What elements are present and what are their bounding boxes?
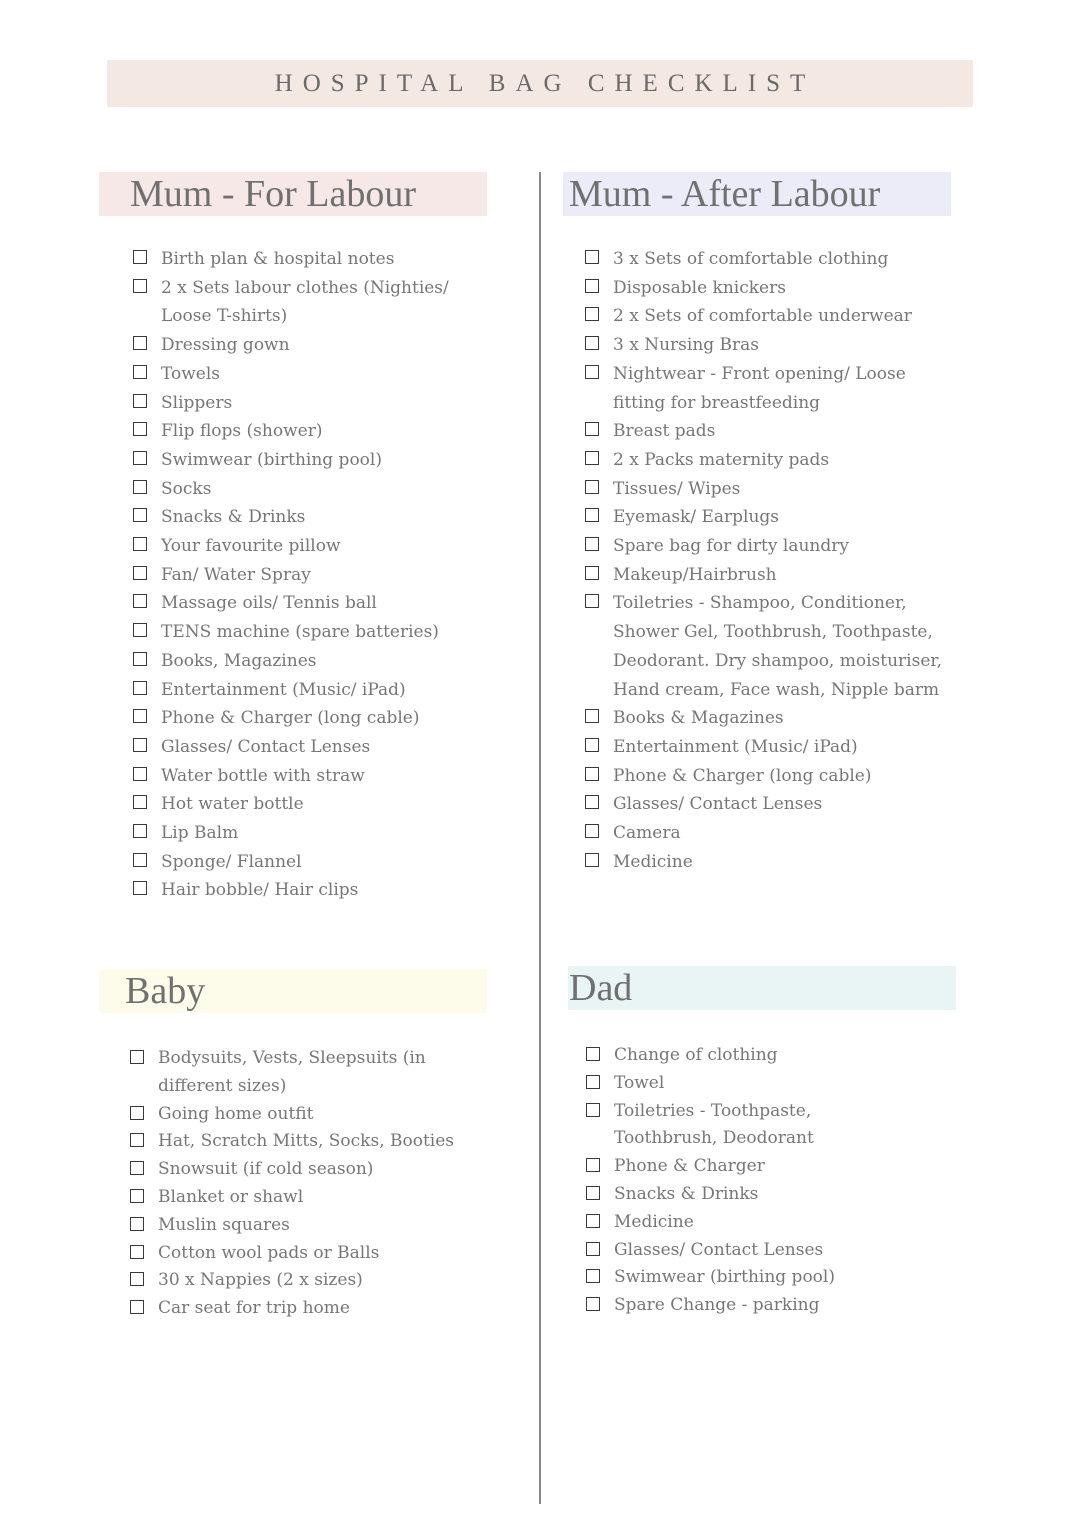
checklist-item[interactable] (585, 1237, 915, 1265)
checklist-item-label: 3 x Nursing Bras (613, 335, 760, 356)
checklist-item[interactable] (584, 331, 956, 360)
checkbox[interactable] (585, 709, 599, 723)
checkbox[interactable] (130, 1161, 144, 1175)
checklist-item[interactable] (129, 1101, 479, 1129)
page-title: HOSPITAL BAG CHECKLIST (274, 69, 816, 97)
checkbox[interactable] (585, 795, 599, 809)
checklist-mum-for-labour (132, 245, 472, 905)
checkbox[interactable] (133, 537, 147, 551)
section-header-mum-for-labour (99, 172, 487, 216)
checklist-item-label: Socks (161, 478, 212, 499)
checklist-item-label: Birth plan & hospital notes (161, 249, 395, 269)
checkbox[interactable] (130, 1050, 144, 1064)
section-title-mum-for-labour: Mum - For Labour (130, 173, 417, 215)
checklist-item-label: Snacks & Drinks (614, 1183, 759, 1204)
checklist-item-label: Toiletries - Toothpaste, Toothbrush, Deodorant (614, 1100, 814, 1149)
checklist-item-label: Slippers (161, 392, 233, 413)
checklist-item[interactable] (585, 1098, 915, 1154)
checklist-item-label: Phone & Charger (614, 1156, 765, 1177)
checkbox[interactable] (585, 537, 599, 551)
checklist-item-label: Going home outfit (158, 1103, 314, 1124)
checklist-item[interactable] (129, 1045, 479, 1101)
checkbox[interactable] (585, 824, 599, 838)
checklist-item[interactable] (584, 417, 956, 446)
checklist-item[interactable] (129, 1240, 479, 1268)
checklist-item[interactable] (129, 1184, 479, 1212)
checklist-item[interactable] (132, 245, 472, 274)
checkbox[interactable] (133, 881, 147, 895)
checklist-item[interactable] (584, 274, 956, 303)
checklist-item-label: Phone & Charger (long cable) (613, 765, 872, 786)
checkbox[interactable] (133, 451, 147, 465)
checkbox[interactable] (586, 1186, 600, 1200)
checklist-item-label: Muslin squares (158, 1214, 290, 1235)
checklist-item[interactable] (585, 1292, 915, 1320)
checkbox[interactable] (133, 623, 147, 637)
checklist-item[interactable] (585, 1153, 915, 1181)
checkbox[interactable] (585, 336, 599, 350)
checklist-item[interactable] (132, 503, 472, 532)
checklist-item[interactable] (585, 1264, 915, 1292)
checkbox[interactable] (133, 250, 147, 264)
checklist-item[interactable] (132, 532, 472, 561)
section-header-mum-after-labour (563, 172, 951, 216)
checkbox[interactable] (133, 508, 147, 522)
checklist-item-label: Breast pads (613, 421, 716, 442)
checkbox[interactable] (586, 1075, 600, 1089)
checklist-item-label: Snacks & Drinks (161, 507, 306, 528)
checklist-item[interactable] (132, 848, 472, 877)
checklist-item-label: Toiletries - Shampoo, Conditioner, Shower Gel, Toothbrush, Toothpaste, Deodorant. Dry shampoo, moisturiser, Hand cream, Face wash, Nipple barm (613, 593, 943, 700)
checkbox[interactable] (586, 1047, 600, 1061)
checklist-item-label: Nightwear - Front opening/ Loose fitting for breastfeeding (613, 363, 906, 413)
checklist-item[interactable] (132, 446, 472, 475)
checklist-item-label: Glasses/ Contact Lenses (613, 794, 823, 815)
checklist-item[interactable] (584, 446, 956, 475)
checklist-item[interactable] (584, 561, 956, 590)
checklist-item-label: Change of clothing (614, 1045, 778, 1065)
section-title-baby: Baby (125, 970, 206, 1012)
checkbox[interactable] (130, 1272, 144, 1286)
checklist-item-label: Snowsuit (if cold season) (158, 1159, 374, 1180)
checkbox[interactable] (130, 1133, 144, 1147)
checkbox[interactable] (130, 1300, 144, 1314)
checklist-item-label: Books & Magazines (613, 708, 784, 729)
checklist-item-label: Spare bag for dirty laundry (613, 536, 849, 557)
checkbox[interactable] (133, 594, 147, 608)
checklist-item-label: Hot water bottle (161, 794, 304, 815)
checkbox[interactable] (133, 652, 147, 666)
checklist-item[interactable] (132, 475, 472, 504)
checklist-item[interactable] (132, 417, 472, 446)
checkbox[interactable] (133, 336, 147, 350)
checklist-item-label: Makeup/Hairbrush (613, 564, 777, 585)
checklist-item-label: Phone & Charger (long cable) (161, 708, 420, 729)
checkbox[interactable] (133, 480, 147, 494)
checklist-item[interactable] (585, 1042, 915, 1070)
checklist-item[interactable] (584, 790, 956, 819)
checklist-baby (129, 1045, 479, 1323)
checklist-item-label: Cotton wool pads or Balls (158, 1242, 380, 1263)
checkbox[interactable] (133, 795, 147, 809)
checklist-item-label: Medicine (614, 1211, 694, 1232)
checklist-item-label: Blanket or shawl (158, 1186, 304, 1207)
checkbox[interactable] (585, 738, 599, 752)
checklist-item[interactable] (132, 876, 472, 905)
checkbox[interactable] (133, 824, 147, 838)
checklist-item[interactable] (584, 589, 956, 704)
checklist-item[interactable] (129, 1295, 479, 1323)
section-title-dad: Dad (569, 967, 633, 1009)
checklist-item[interactable] (132, 704, 472, 733)
checklist-item-label: Books, Magazines (161, 650, 317, 671)
checklist-item[interactable] (132, 819, 472, 848)
checkbox[interactable] (586, 1297, 600, 1311)
checklist-mum-after-labour (584, 245, 956, 876)
checkbox[interactable] (585, 307, 599, 321)
checklist-item-label: Your favourite pillow (161, 536, 341, 557)
checklist-item[interactable] (129, 1212, 479, 1240)
checklist-item-label: TENS machine (spare batteries) (161, 622, 439, 643)
checklist-item[interactable] (584, 360, 956, 417)
checklist-item[interactable] (132, 274, 472, 331)
checklist-item[interactable] (584, 733, 956, 762)
checklist-item-label: Glasses/ Contact Lenses (614, 1239, 824, 1260)
checklist-item-label: Tissues/ Wipes (613, 478, 741, 499)
checklist-item-label: Massage oils/ Tennis ball (161, 593, 377, 614)
checkbox[interactable] (585, 365, 599, 379)
checkbox[interactable] (133, 709, 147, 723)
checkbox[interactable] (585, 279, 599, 293)
checklist-item[interactable] (584, 503, 956, 532)
checkbox[interactable] (585, 767, 599, 781)
checklist-item[interactable] (584, 704, 956, 733)
checklist-item-label: Entertainment (Music/ iPad) (613, 736, 858, 757)
checklist-item-label: 3 x Sets of comfortable clothing (613, 249, 889, 269)
checklist-item[interactable] (132, 589, 472, 618)
checklist-item-label: Lip Balm (161, 823, 239, 844)
checkbox[interactable] (133, 738, 147, 752)
checkbox[interactable] (130, 1217, 144, 1231)
checklist-item-label: Bodysuits, Vests, Sleepsuits (in different sizes) (158, 1048, 426, 1096)
checkbox[interactable] (130, 1245, 144, 1259)
checklist-item-label: Camera (613, 823, 681, 844)
checklist-item[interactable] (132, 762, 472, 791)
title-banner (107, 60, 973, 107)
checkbox[interactable] (585, 250, 599, 264)
checklist-item-label: Swimwear (birthing pool) (614, 1267, 835, 1288)
checklist-item[interactable] (129, 1128, 479, 1156)
checklist-item[interactable] (129, 1156, 479, 1184)
checklist-item-label: 2 x Sets labour clothes (Nighties/ Loose T-shirts) (161, 277, 449, 327)
checkbox[interactable] (133, 681, 147, 695)
checklist-item-label: 2 x Sets of comfortable underwear (613, 306, 912, 327)
checklist-item-label: Swimwear (birthing pool) (161, 449, 382, 470)
checkbox[interactable] (585, 508, 599, 522)
checklist-item[interactable] (585, 1181, 915, 1209)
checklist-item-label: Towel (614, 1072, 665, 1093)
checkbox[interactable] (133, 422, 147, 436)
checklist-item[interactable] (584, 532, 956, 561)
checkbox[interactable] (586, 1158, 600, 1172)
checklist-item-label: Disposable knickers (613, 277, 786, 298)
section-header-baby (99, 969, 487, 1013)
checklist-item-label: Hair bobble/ Hair clips (161, 880, 359, 901)
checklist-item-label: Eyemask/ Earplugs (613, 507, 780, 528)
checklist-item-label: Dressing gown (161, 335, 290, 356)
checkbox[interactable] (130, 1189, 144, 1203)
checkbox[interactable] (133, 566, 147, 580)
checklist-item[interactable] (584, 302, 956, 331)
checklist-item[interactable] (132, 618, 472, 647)
section-header-dad (568, 966, 956, 1010)
checklist-item-label: Towels (161, 363, 221, 384)
checkbox[interactable] (133, 365, 147, 379)
checklist-item-label: Hat, Scratch Mitts, Socks, Booties (158, 1131, 455, 1152)
checklist-item-label: 2 x Packs maternity pads (613, 449, 830, 470)
checkbox[interactable] (585, 422, 599, 436)
checklist-item[interactable] (132, 331, 472, 360)
checkbox[interactable] (585, 480, 599, 494)
checklist-item[interactable] (584, 848, 956, 877)
checklist-item[interactable] (585, 1070, 915, 1098)
checklist-item[interactable] (584, 475, 956, 504)
checklist-item[interactable] (132, 360, 472, 389)
checkbox[interactable] (586, 1214, 600, 1228)
checklist-item[interactable] (585, 1209, 915, 1237)
checklist-item[interactable] (129, 1267, 479, 1295)
checkbox[interactable] (133, 767, 147, 781)
checklist-item[interactable] (132, 733, 472, 762)
checklist-item-label: Medicine (613, 851, 693, 872)
checklist-item-label: Entertainment (Music/ iPad) (161, 679, 406, 700)
checklist-item-label: Car seat for trip home (158, 1298, 350, 1319)
checklist-item[interactable] (132, 389, 472, 418)
checkbox[interactable] (133, 853, 147, 867)
checkbox[interactable] (586, 1103, 600, 1117)
checkbox[interactable] (586, 1269, 600, 1283)
checklist-item-label: Flip flops (shower) (161, 421, 323, 442)
section-title-mum-after-labour: Mum - After Labour (569, 173, 881, 215)
checklist-item[interactable] (584, 245, 956, 274)
checklist-item-label: Sponge/ Flannel (161, 851, 302, 872)
checkbox[interactable] (585, 853, 599, 867)
checklist-item-label: Spare Change - parking (614, 1295, 820, 1316)
checklist-item[interactable] (132, 676, 472, 705)
checklist-item[interactable] (132, 647, 472, 676)
checkbox[interactable] (133, 279, 147, 293)
checklist-dad (585, 1042, 915, 1320)
checklist-item-label: Fan/ Water Spray (161, 564, 311, 585)
column-divider (539, 172, 541, 1504)
checkbox[interactable] (586, 1242, 600, 1256)
checkbox[interactable] (130, 1106, 144, 1120)
checklist-item-label: Water bottle with straw (161, 765, 365, 786)
checkbox[interactable] (585, 594, 599, 608)
checklist-item[interactable] (584, 762, 956, 791)
checklist-item-label: Glasses/ Contact Lenses (161, 736, 371, 757)
checkbox[interactable] (585, 451, 599, 465)
checklist-item-label: 30 x Nappies (2 x sizes) (158, 1270, 363, 1291)
checkbox[interactable] (585, 566, 599, 580)
checklist-item[interactable] (584, 819, 956, 848)
checklist-item[interactable] (132, 561, 472, 590)
checklist-item[interactable] (132, 790, 472, 819)
checkbox[interactable] (133, 394, 147, 408)
